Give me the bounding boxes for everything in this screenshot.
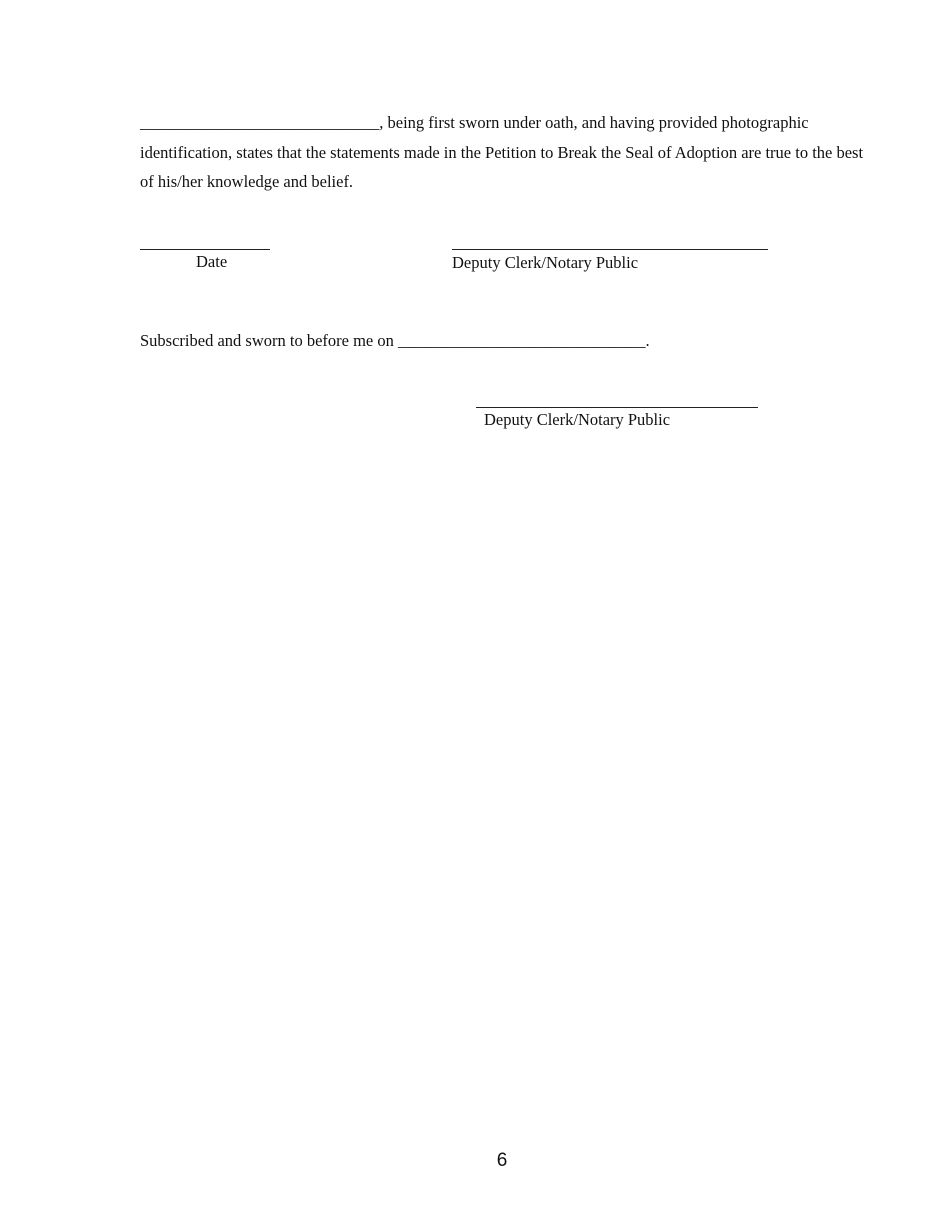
affiant-name-blank[interactable]: _____________________________	[140, 113, 380, 132]
page-number: 6	[496, 1150, 508, 1171]
notary-signature-line-1[interactable]	[452, 249, 768, 250]
notary-signature-line-2[interactable]	[476, 407, 758, 408]
subscription-date-blank[interactable]: ______________________________	[397, 331, 646, 350]
date-signature-line[interactable]	[140, 249, 270, 250]
notary-label-2: Deputy Clerk/Notary Public	[484, 410, 671, 429]
subscription-text: Subscribed and sworn to before me on	[140, 331, 398, 350]
subscription-period: .	[645, 331, 650, 350]
oath-text: , being first sworn under oath, and having provided photographic identification, states that the statements made in the Petition to Break the Seal of Adoption are true to the best of his/her knowledge and belief.	[140, 113, 864, 191]
date-label: Date	[196, 252, 228, 271]
subscription-line	[140, 331, 650, 351]
oath-paragraph	[140, 108, 880, 197]
notary-label-1: Deputy Clerk/Notary Public	[452, 253, 639, 272]
